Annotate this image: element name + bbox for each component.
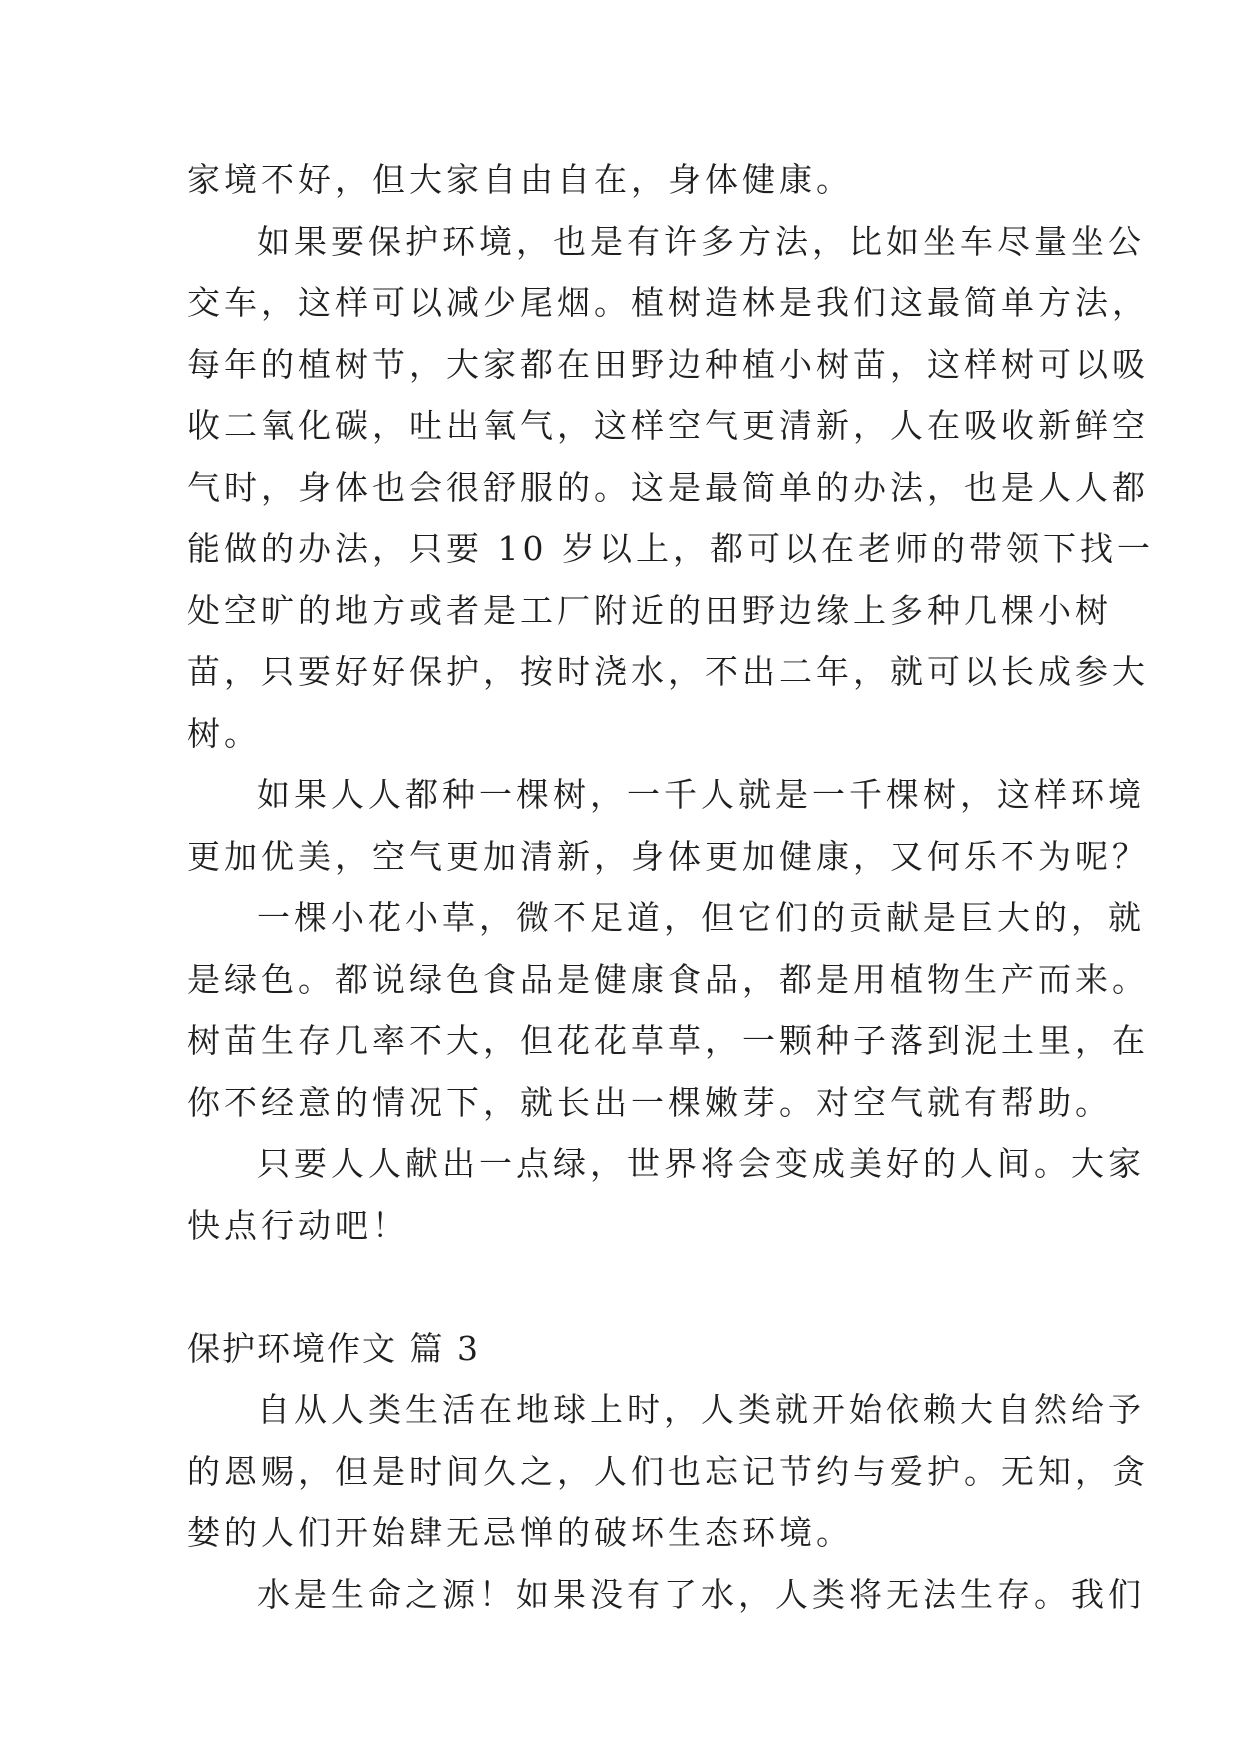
section-heading: 保护环境作文 篇 3 [187, 1328, 480, 1368]
text-line: 交车，这样可以减少尾烟。植树造林是我们这最简单方法， [187, 283, 1149, 322]
text-line: 一棵小花小草，微不足道，但它们的贡献是巨大的，就 [257, 898, 1145, 937]
text-line: 气时，身体也会很舒服的。这是最简单的办法，也是人人都 [187, 467, 1149, 507]
text-line: 苗，只要好好保护，按时浇水，不出二年，就可以长成参大 [187, 652, 1149, 691]
text-line: 树苗生存几率不大，但花花草草，一颗种子落到泥土里，在 [187, 1021, 1149, 1060]
text-line: 快点行动吧！ [187, 1205, 409, 1245]
text-line: 每年的植树节，大家都在田野边种植小树苗，这样树可以吸 [187, 344, 1149, 384]
text-line: 能做的办法，只要 10 岁以上，都可以在老师的带领下找一 [187, 529, 1154, 568]
text-line: 更加优美，空气更加清新，身体更加健康，又何乐不为呢？ [187, 836, 1149, 876]
text-line: 你不经意的情况下，就长出一棵嫩芽。对空气就有帮助。 [187, 1082, 1112, 1122]
text-line: 婪的人们开始肆无忌惮的破坏生态环境。 [187, 1513, 853, 1552]
text-line: 自从人类生活在地球上时，人类就开始依赖大自然给予 [257, 1390, 1145, 1429]
document-body [187, 149, 1154, 1625]
text-line: 树。 [187, 713, 261, 753]
paragraph-gap [187, 1256, 1047, 1318]
text-line: 收二氧化碳，吐出氧气，这样空气更清新，人在吸收新鲜空 [187, 406, 1149, 445]
text-line: 家境不好，但大家自由自在，身体健康。 [187, 160, 853, 199]
text-line: 是绿色。都说绿色食品是健康食品，都是用植物生产而来。 [187, 959, 1149, 999]
text-line: 只要人人献出一点绿，世界将会变成美好的人间。大家 [257, 1144, 1145, 1183]
text-line: 如果要保护环境，也是有许多方法，比如坐车尽量坐公 [257, 221, 1145, 261]
text-line: 的恩赐，但是时间久之，人们也忘记节约与爱护。无知，贪 [187, 1451, 1149, 1491]
text-line: 处空旷的地方或者是工厂附近的田野边缘上多种几棵小树 [187, 590, 1112, 630]
text-line: 如果人人都种一棵树，一千人就是一千棵树，这样环境 [257, 775, 1145, 814]
text-line: 水是生命之源！如果没有了水，人类将无法生存。我们 [257, 1574, 1145, 1614]
